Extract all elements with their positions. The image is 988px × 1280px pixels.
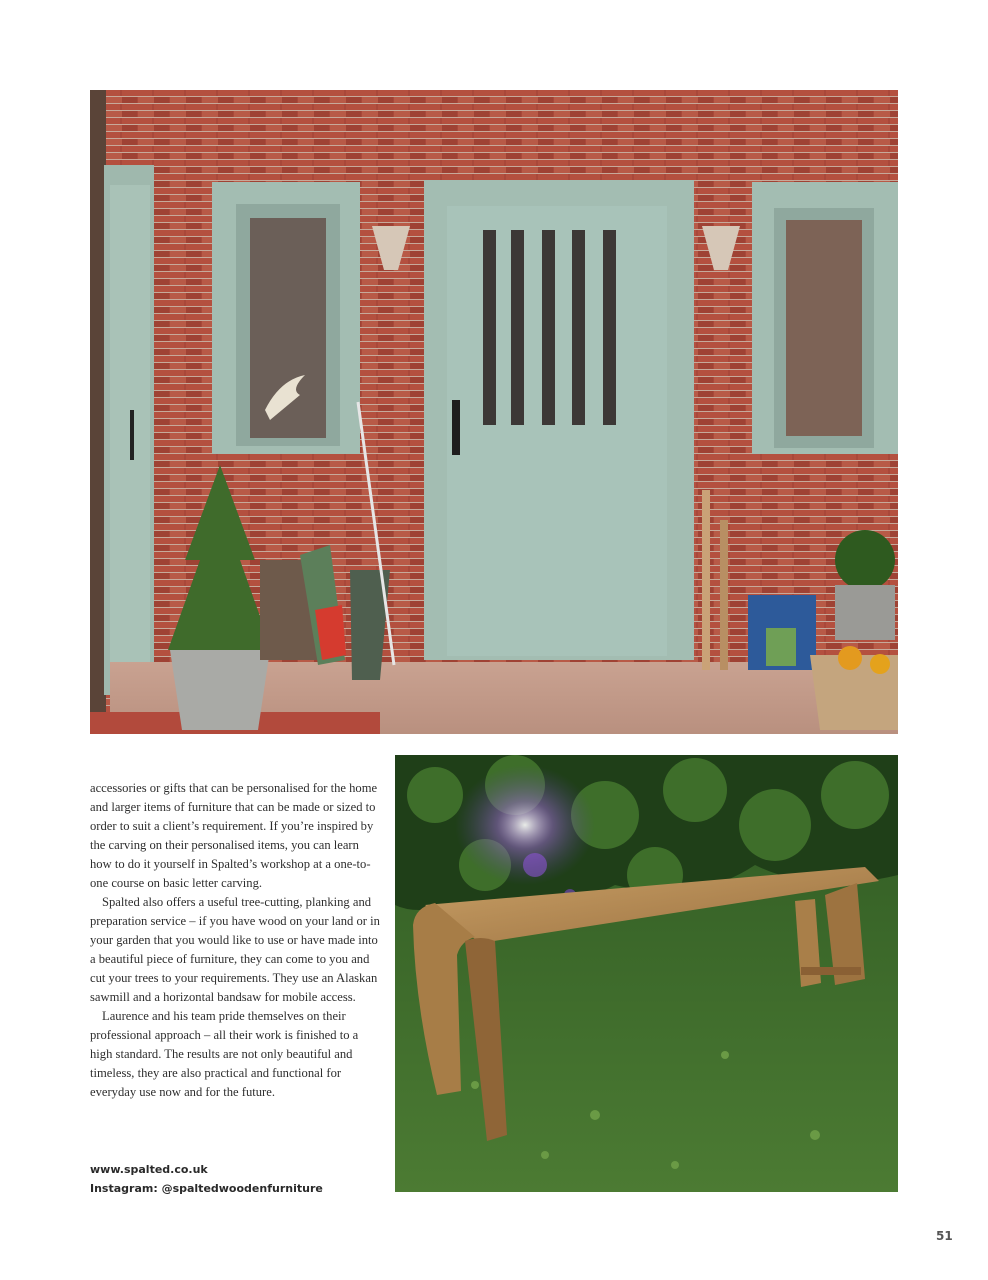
- instagram-link[interactable]: Instagram: @spaltedwoodenfurniture: [90, 1182, 323, 1195]
- article-paragraph: Spalted also offers a useful tree-cutting, planking and preparation service – if you have wood on your land or in your garden that you would like to use or have made into a beautiful piece of furniture, they can come to you and cut your trees to your requirements. They use an Alaskan sawmill and a horizontal bandsaw for mobile access.: [90, 895, 380, 1004]
- article-paragraph: Laurence and his team pride themselves on their professional approach – all their work is finished to a high standard. The results are not only beautiful and timeless, they are also practical and functional for everyday use now and for the future.: [90, 1009, 359, 1099]
- page-number: 51: [936, 1229, 953, 1243]
- oak-bench-photo: [395, 755, 898, 1192]
- website-link[interactable]: www.spalted.co.uk: [90, 1163, 208, 1176]
- article-body: [90, 779, 380, 1102]
- article-paragraph: accessories or gifts that can be personalised for the home and larger items of furniture that can be made or sized to order to suit a client’s requirement. If you’re inspired by the carving on their personalised items, you can learn how to do it yourself in Spalted’s workshop at a one-to-one course on basic letter carving.: [90, 781, 378, 890]
- cottage-door-photo: [90, 90, 898, 734]
- contact-links: [90, 1160, 323, 1198]
